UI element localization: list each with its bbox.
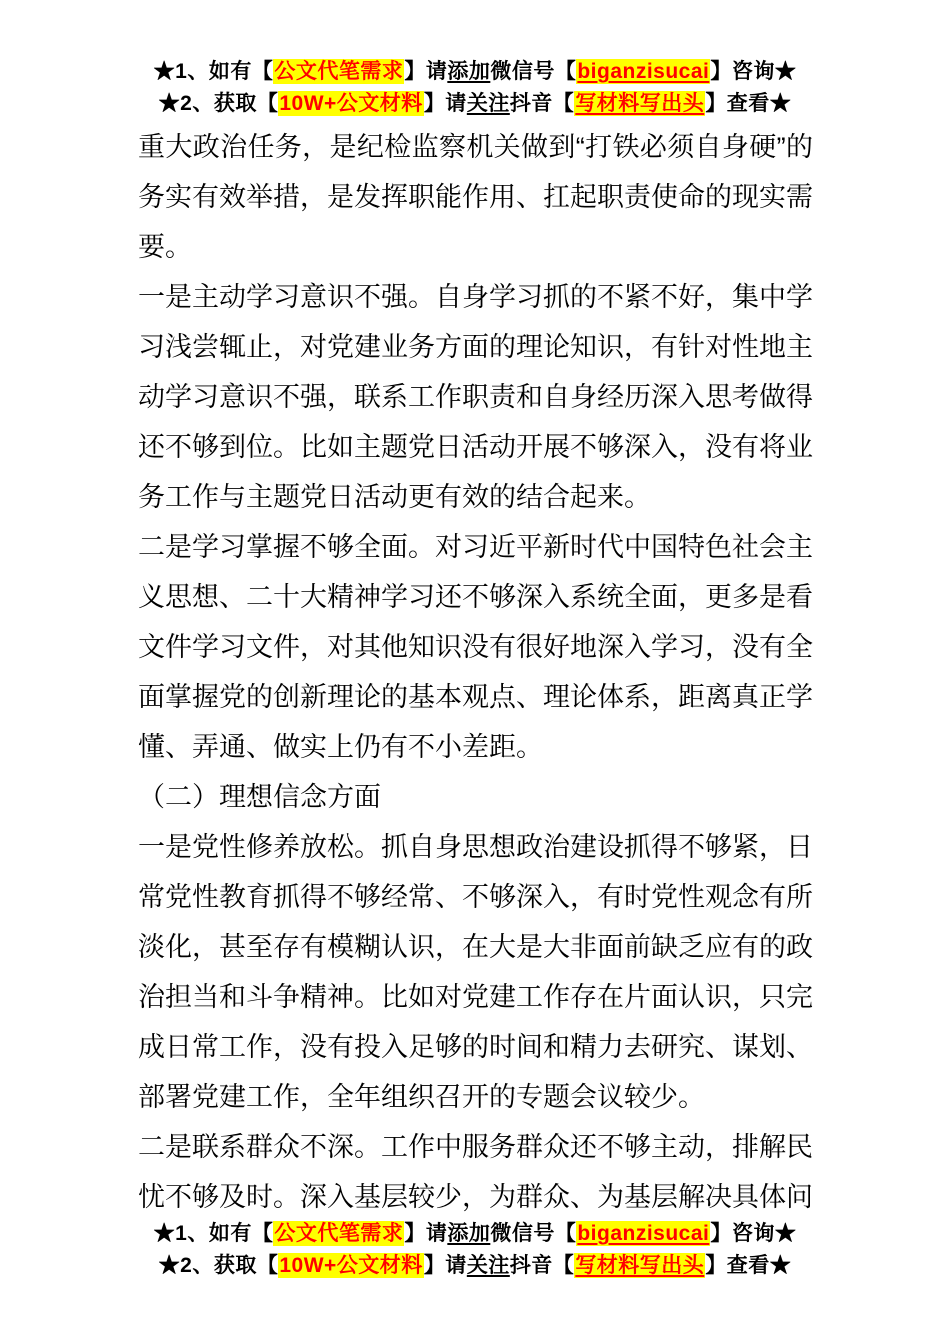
ad-text: 添加 <box>447 60 491 83</box>
highlighted-ad-text: biganzisucai <box>577 1222 710 1245</box>
highlighted-ad-text: 10W+公文材料 <box>279 1254 423 1277</box>
ad-text: 】查看★ <box>705 92 792 115</box>
ad-text: 】请 <box>404 60 448 83</box>
body-paragraph: 二是联系群众不深。工作中服务群众还不够主动，排解民忧不够及时。深入基层较少，为群众、为基层解决具体问 <box>138 1132 813 1212</box>
ad-text: ★2、获取【 <box>158 92 279 115</box>
ad-text: 微信号【 <box>490 60 577 83</box>
body-paragraph: 一是主动学习意识不强。自身学习抓的不紧不好，集中学习浅尝辄止，对党建业务方面的理论知识，有针对性地主动学习意识不强，联系工作职责和自身经历深入思考做得还不够到位。比如主题党日活动开展不够深入，没有将业务工作与主题党日活动更有效的结合起来。 <box>138 282 813 512</box>
page-footer-ad <box>0 1218 950 1282</box>
ad-text: 关注 <box>466 1254 510 1277</box>
body-paragraph: 一是党性修养放松。抓自身思想政治建设抓得不够紧，日常党性教育抓得不够经常、不够深入，有时党性观念有所淡化，甚至存有模糊认识，在大是大非面前缺乏应有的政治担当和斗争精神。比如对党建工作存在片面认识，只完成日常工作，没有投入足够的时间和精力去研究、谋划、部署党建工作，全年组织召开的专题会议较少。 <box>138 832 813 1112</box>
ad-text: 】请 <box>404 1222 448 1245</box>
ad-text: 添加 <box>447 1222 491 1245</box>
ad-text: 】请 <box>423 92 467 115</box>
section-heading: （二）理想信念方面 <box>138 782 381 812</box>
ad-text: 】咨询★ <box>710 60 797 83</box>
ad-text: 】咨询★ <box>710 1222 797 1245</box>
page-header-ad <box>0 0 950 120</box>
highlighted-ad-text: 10W+公文材料 <box>279 92 423 115</box>
body-paragraph: 二是学习掌握不够全面。对习近平新时代中国特色社会主义思想、二十大精神学习还不够深入系统全面，更多是看文件学习文件，对其他知识没有很好地深入学习，没有全面掌握党的创新理论的基本观点、理论体系，距离真正学懂、弄通、做实上仍有不小差距。 <box>138 532 813 762</box>
highlighted-ad-text: biganzisucai <box>577 60 710 83</box>
ad-text: 】查看★ <box>705 1254 792 1277</box>
ad-text: 关注 <box>466 92 510 115</box>
ad-text: ★1、如有【 <box>153 1222 274 1245</box>
ad-text: 微信号【 <box>490 1222 577 1245</box>
highlighted-ad-text: 公文代笔需求 <box>274 1222 404 1245</box>
footer-ad-line-1 <box>0 1218 950 1250</box>
header-ad-line-1 <box>0 56 950 88</box>
ad-text: ★1、如有【 <box>153 60 274 83</box>
ad-text: ★2、获取【 <box>158 1254 279 1277</box>
highlighted-ad-text: 写材料写出头 <box>575 92 705 115</box>
header-ad-line-2 <box>0 88 950 120</box>
ad-text: 抖音【 <box>509 92 575 115</box>
highlighted-ad-text: 写材料写出头 <box>575 1254 705 1277</box>
document-body <box>0 120 950 1222</box>
ad-text: 】请 <box>423 1254 467 1277</box>
footer-ad-line-2 <box>0 1250 950 1282</box>
ad-text: 抖音【 <box>509 1254 575 1277</box>
body-paragraph: 重大政治任务，是纪检监察机关做到“打铁必须自身硬”的务实有效举措，是发挥职能作用、扛起职责使命的现实需要。 <box>138 132 813 262</box>
highlighted-ad-text: 公文代笔需求 <box>274 60 404 83</box>
